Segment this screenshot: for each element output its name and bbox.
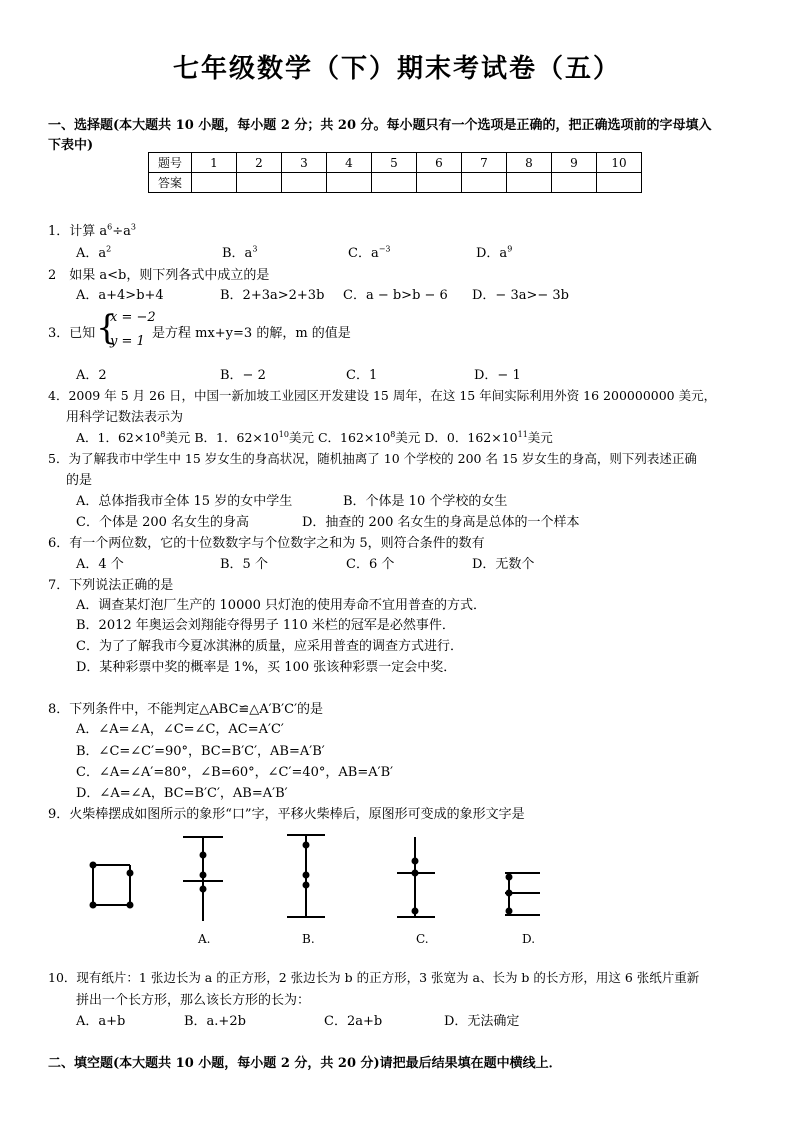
q3-option-c: C．1 (346, 368, 378, 383)
table-header-cell: 答案 (149, 173, 192, 193)
question-7-stem: 7．下列说法正确的是 (48, 578, 174, 593)
q3-option-a: A．2 (76, 368, 107, 383)
answer-cell[interactable] (237, 173, 282, 193)
q8-option-a: A．∠A=∠A，∠C=∠C，AC=A′C′ (76, 722, 284, 737)
q5-option-c: C．个体是 200 名女生的身高 (76, 515, 250, 530)
answer-cell[interactable] (462, 173, 507, 193)
q4-option-b: B．1．$62\times 10^{10}$美元 (194, 429, 314, 445)
figure-label-c: C. (416, 932, 429, 946)
table-number-cell: 10 (597, 153, 642, 173)
option-a-figure (183, 837, 223, 921)
q8-option-b: B．∠C=∠C′=90°，BC=B′C′，AB=A′B′ (76, 744, 325, 759)
section1-heading-cont: 下表中) (48, 138, 94, 153)
question-6-stem: 6．有一个两位数，它的十位数数字与个位数字之和为 5，则符合条件的数有 (48, 536, 485, 551)
table-number-cell: 1 (192, 153, 237, 173)
question-3-stem-start: 3．已知 (48, 326, 96, 341)
q4-option-c: C．$162\times 10^8$美元 (317, 429, 421, 445)
q10-option-a: A．a+b (76, 1014, 126, 1029)
question-9-stem: 9．火柴棒摆成如图所示的象形“口”字，平移火柴棒后，原图形可变成的象形文字是 (48, 807, 525, 822)
question-4-stem: 4．2009 年 5 月 26 日，中国一新加坡工业园区开发建设 15 周年，在这 15 年间实际利用外资 16 200000000 美元， (48, 388, 717, 403)
q10-option-d: D．无法确定 (444, 1014, 520, 1029)
original-kou-figure (91, 863, 133, 908)
option-b-figure (287, 835, 325, 917)
q2-option-b: B．2+3a>2+3b (220, 288, 325, 303)
q2-option-d: D．− 3a>− 3b (472, 288, 569, 303)
option-d-figure (505, 873, 540, 915)
q6-option-d: D．无数个 (472, 557, 535, 572)
table-number-cell: 2 (237, 153, 282, 173)
answer-cell[interactable] (552, 173, 597, 193)
q5-option-d: D．抽查的 200 名女生的身高是总体的一个样本 (302, 515, 580, 530)
table-number-cell: 5 (372, 153, 417, 173)
q7-option-c: C．为了了解我市今夏冰淇淋的质量，应采用普查的调查方式进行． (76, 639, 463, 654)
q8-option-c: C．∠A=∠A′=80°，∠B=60°，∠C′=40°，AB=A′B′ (76, 765, 394, 780)
q7-option-b: B．2012 年奥运会刘翔能夺得男子 110 米栏的冠军是必然事件． (76, 618, 455, 633)
answer-table-number-row (149, 153, 642, 173)
question-3-stem-end: 是方程 mx+y=3 的解，m 的值是 (152, 326, 351, 341)
question-5-stem: 5．为了解我市中学生中 15 岁女生的身高状况，随机抽离了 10 个学校的 200 名 15 岁女生的身高，则下列表述正确 (48, 451, 697, 466)
q5-option-a: A．总体指我市全体 15 岁的女中学生 (76, 494, 293, 509)
answer-cell[interactable] (327, 173, 372, 193)
figure-label-a: A. (198, 932, 211, 946)
q6-option-c: C．6 个 (346, 557, 395, 572)
table-number-cell: 8 (507, 153, 552, 173)
answer-table-answer-row (149, 173, 642, 193)
q7-option-d: D．某种彩票中奖的概率是 1%，买 100 张该种彩票一定会中奖． (76, 660, 457, 675)
q1-option-b: B．$a^3$ (222, 244, 258, 261)
q6-option-a: A．4 个 (76, 557, 124, 572)
q10-option-c: C．2a+b (324, 1014, 383, 1029)
q4-options (76, 428, 553, 446)
system-brace: { (96, 308, 118, 348)
answer-cell[interactable] (507, 173, 552, 193)
section2-heading: 二、填空题(本大题共 10 小题，每小题 2 分，共 20 分)请把最后结果填在题中横线上． (48, 1056, 562, 1071)
table-header-cell: 题号 (149, 153, 192, 173)
answer-cell[interactable] (597, 173, 642, 193)
question-5-stem-cont: 的是 (66, 473, 93, 488)
question-8-stem: 8．下列条件中，不能判定△ABC≌△A′B′C′的是 (48, 702, 324, 717)
system-equation-2: y = 1 (110, 334, 145, 349)
q3-option-d: D．− 1 (474, 368, 521, 383)
q8-option-d: D．∠A=∠A，BC=B′C′，AB=A′B′ (76, 786, 288, 801)
table-number-cell: 6 (417, 153, 462, 173)
q7-option-a: A．调查某灯泡厂生产的 10000 只灯泡的使用寿命不宜用普查的方式． (76, 598, 487, 613)
figure-label-d: D. (522, 932, 536, 946)
figure-label-b: B. (302, 932, 315, 946)
question-10-stem: 10．现有纸片：1 张边长为 a 的正方形，2 张边长为 b 的正方形，3 张宽为 a、长为 b 的长方形，用这 6 张纸片重新 (48, 970, 700, 985)
q2-option-c: C．a − b>b − 6 (343, 288, 448, 303)
question-2-stem: 2 如果 a<b，则下列各式中成立的是 (48, 268, 270, 283)
answer-cell[interactable] (192, 173, 237, 193)
matchstick-figures (75, 825, 555, 950)
option-c-figure (397, 837, 435, 917)
answer-cell[interactable] (417, 173, 462, 193)
table-number-cell: 9 (552, 153, 597, 173)
question-4-stem-cont: 用科学记数法表示为 (66, 410, 184, 425)
question-1-stem: 1．计算 $a^6\div a^3$ (48, 222, 136, 239)
table-number-cell: 3 (282, 153, 327, 173)
q3-option-b: B．− 2 (220, 368, 266, 383)
table-number-cell: 7 (462, 153, 507, 173)
q6-option-b: B．5 个 (220, 557, 268, 572)
answer-table (148, 152, 642, 193)
q5-option-b: B．个体是 10 个学校的女生 (343, 494, 508, 509)
system-equation-1: x = −2 (110, 310, 156, 325)
page-title: 七年级数学（下）期末考试卷（五） (172, 54, 621, 84)
q10-option-b: B．a.+2b (184, 1014, 246, 1029)
section1-heading: 一、选择题(本大题共 10 小题，每小题 2 分；共 20 分。每小题只有一个选项是正确的，把正确选项前的字母填入 (48, 118, 712, 133)
answer-cell[interactable] (372, 173, 417, 193)
q1-option-c: C．$a^{-3}$ (348, 244, 391, 261)
q4-option-d: D．0．$162\times 10^{11}$美元 (424, 429, 553, 445)
q2-option-a: A．a+4>b+4 (76, 288, 164, 303)
answer-cell[interactable] (282, 173, 327, 193)
question-10-stem-cont: 拼出一个长方形，那么该长方形的长为： (76, 993, 311, 1008)
table-number-cell: 4 (327, 153, 372, 173)
q4-option-a: A．1．$62\times 10^8$美元 (76, 429, 191, 445)
q1-option-d: D．$a^9$ (476, 244, 513, 261)
q1-option-a: A．$a^2$ (76, 244, 112, 261)
